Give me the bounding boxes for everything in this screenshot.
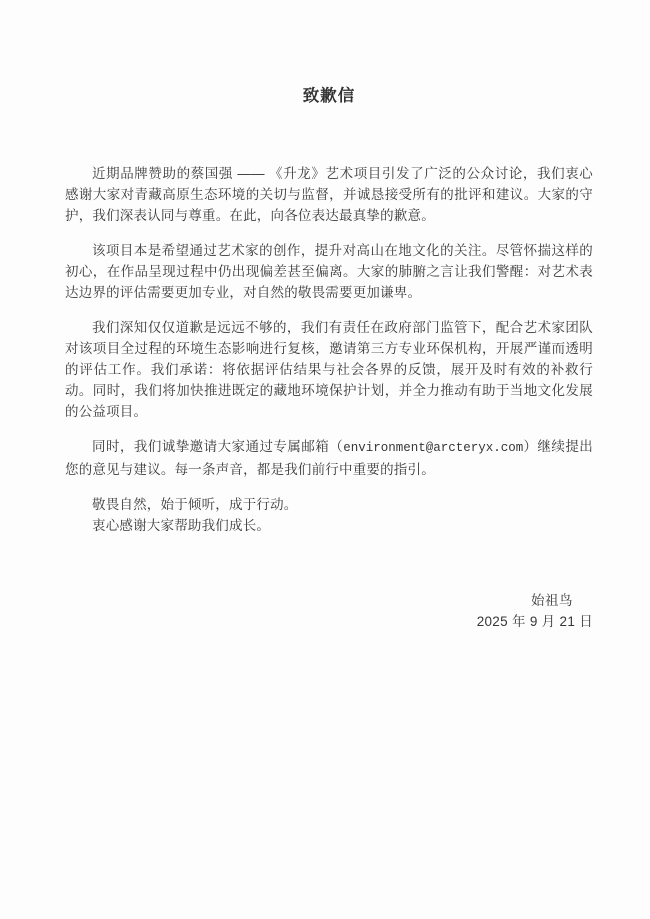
paragraph-project-reflection: 该项目本是希望通过艺术家的创作，提升对高山在地文化的关注。尽管怀揣这样的初心，在作品呈现过程中仍出现偏差甚至偏离。大家的肺腑之言让我们警醒：对艺术表达边界的评估需要更加专业，对自然的敬畏需要更加谦卑。 [65,243,593,300]
contact-email: environment@arcteryx.com [343,441,524,455]
closing-thanks-line: 衷心感谢大家帮助我们成长。 [92,518,271,533]
closing-motto-line: 敬畏自然，始于倾听，成于行动。 [92,497,298,512]
feedback-text-after-email: ）继续提出您的意见与建议。每一条声音，都是我们前行中重要的指引。 [65,439,593,477]
paragraph-intro-apology: 近期品牌赞助的蔡国强 —— 《升龙》艺术项目引发了广泛的公众讨论，我们衷心感谢大家对青藏高原生态环境的关切与监督，并诚恳接受所有的批评和建议。大家的守护，我们深表认同与尊重。在此，向各位表达最真挚的歉意。 [65,166,593,223]
letter-content [65,86,593,632]
signature-date: 2025 年 9 月 21 日 [476,614,593,629]
paragraph-remedy-commitment: 我们深知仅仅道歉是远远不够的，我们有责任在政府部门监管下，配合艺术家团队对该项目全过程的环境生态影响进行复核，邀请第三方专业环保机构，开展严谨而透明的评估工作。我们承诺：将依据评估结果与社会各界的反馈，展开及时有效的补救行动。同时，我们将加快推进既定的藏地环境保护计划，并全力推动有助于当地文化发展的公益项目。 [65,320,593,419]
signature-brand-name: 始祖鸟 [531,593,573,608]
signature-block [65,590,593,632]
page-title: 致歉信 [302,87,356,105]
closing-block [65,494,593,536]
feedback-text-before-email: 同时，我们诚挚邀请大家通过专属邮箱（ [92,439,344,454]
paragraph-feedback-invite [65,436,593,480]
